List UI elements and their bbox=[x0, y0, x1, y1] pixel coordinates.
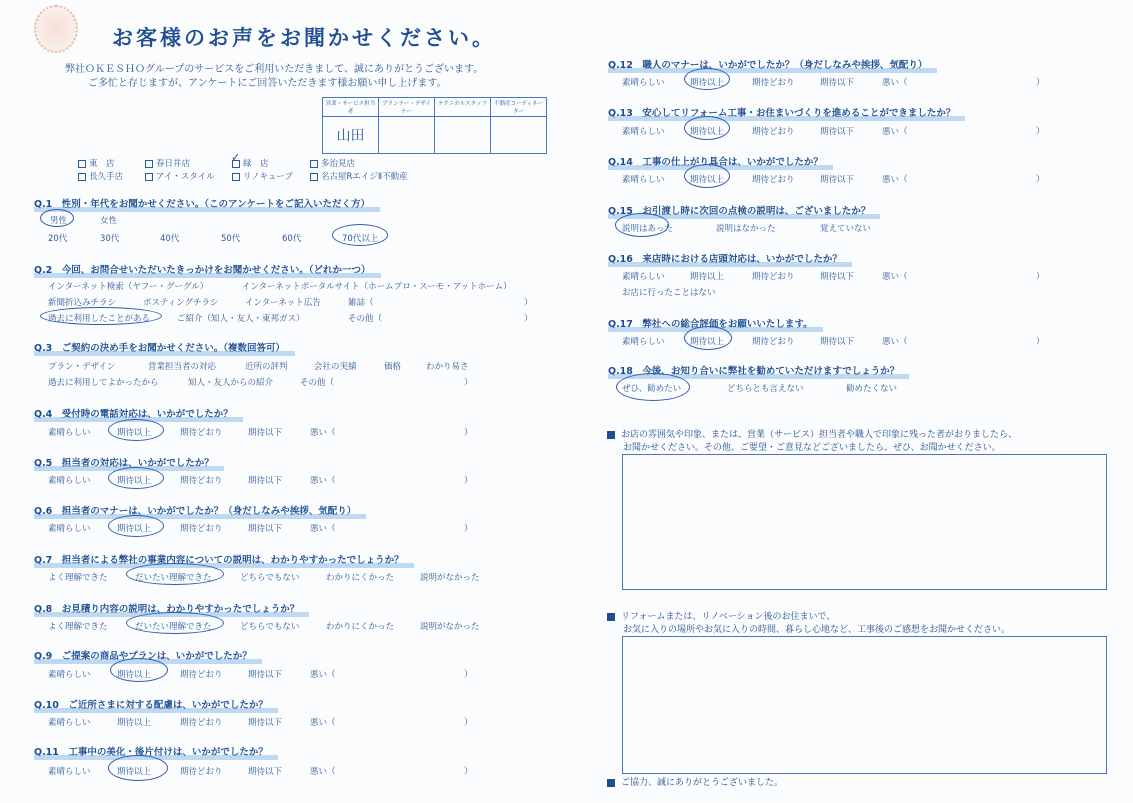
answer-circle bbox=[40, 209, 74, 227]
store-nagakute[interactable]: 長久手店 bbox=[78, 170, 123, 182]
intro-line-1: 弊社ＯＫＥＳＨＯグループのサービスをご利用いただきまして、誠にありがとうございます。 bbox=[65, 64, 484, 75]
staff-header-realestate: 不動産コーディネーター bbox=[491, 98, 547, 117]
checkbox-icon bbox=[310, 173, 318, 181]
option-q6-bad-close: ） bbox=[464, 524, 473, 534]
answer-circle bbox=[108, 419, 164, 441]
question-18: Q.18 今後、お知り合いに弊社を勧めていただけますでしょうか？ bbox=[608, 363, 899, 377]
option-q16-above[interactable]: 期待以上 bbox=[690, 272, 725, 282]
option-q9-bad[interactable]: 悪い（ bbox=[310, 670, 336, 680]
question-3: Q.3 ご契約の決め手をお聞かせください。（複数回答可） bbox=[34, 340, 285, 354]
option-q7-none[interactable]: 説明がなかった bbox=[420, 573, 480, 583]
option-q13-above[interactable]: 期待以上 bbox=[690, 127, 725, 137]
option-q4-bad[interactable]: 悪い（ bbox=[310, 428, 336, 438]
option-q7-understood[interactable]: よく理解できた bbox=[48, 573, 108, 583]
option-q12-excellent[interactable]: 素晴らしい bbox=[622, 78, 665, 88]
option-q10-above[interactable]: 期待以上 bbox=[117, 718, 152, 728]
staff-header-sales: 営業・サービス担当者 bbox=[323, 98, 379, 117]
option-q17-excellent[interactable]: 素晴らしい bbox=[622, 337, 665, 347]
question-6: Q.6 担当者のマナーは、いかがでしたか？（身だしなみや挨拶、気配り） bbox=[34, 503, 356, 517]
option-q6-bad[interactable]: 悪い（ bbox=[310, 524, 336, 534]
option-q5-bad-close: ） bbox=[464, 476, 473, 486]
option-q2-magazine-close: ） bbox=[524, 298, 533, 308]
answer-circle bbox=[126, 563, 224, 585]
option-q4-below[interactable]: 期待以下 bbox=[248, 428, 283, 438]
checkbox-icon bbox=[232, 173, 240, 181]
option-q3-other[interactable]: その他（ bbox=[300, 378, 335, 388]
question-13: Q.13 安心してリフォーム工事・お住まいづくりを進めることができましたか？ bbox=[608, 105, 955, 119]
staff-value-realestate[interactable] bbox=[491, 117, 547, 154]
option-q9-expected[interactable]: 期待どおり bbox=[180, 670, 223, 680]
comment-2-label-line-2: お気に入りの場所やお気に入りの時間、暮らし心地など、工事後のご感想をお聞かせください。 bbox=[623, 625, 1011, 635]
question-4: Q.4 受付時の電話対応は、いかがでしたか？ bbox=[34, 406, 233, 420]
option-q4-bad-close: ） bbox=[464, 428, 473, 438]
option-q5-below[interactable]: 期待以下 bbox=[248, 476, 283, 486]
question-5: Q.5 担当者の対応は、いかがでしたか？ bbox=[34, 455, 214, 469]
checkbox-icon bbox=[310, 160, 318, 168]
intro-line-2: ご多忙と存じますが、アンケートにご回答いただきます様お願い申し上げます。 bbox=[88, 78, 447, 89]
option-q9-below[interactable]: 期待以下 bbox=[248, 670, 283, 680]
option-q6-excellent[interactable]: 素晴らしい bbox=[48, 524, 91, 534]
staff-value-sales[interactable]: 山田 bbox=[323, 117, 379, 154]
option-q3-reputation[interactable]: 近所の評判 bbox=[245, 362, 288, 372]
option-q8-unclear[interactable]: わかりにくかった bbox=[326, 622, 395, 632]
option-q2-other[interactable]: その他（ bbox=[348, 314, 383, 324]
option-q5-above[interactable]: 期待以上 bbox=[117, 476, 152, 486]
option-q6-below[interactable]: 期待以下 bbox=[248, 524, 283, 534]
staff-value-technical[interactable] bbox=[435, 117, 491, 154]
store-tajimi[interactable]: 多治見店 bbox=[310, 157, 355, 169]
option-age-40s[interactable]: 40代 bbox=[160, 234, 180, 244]
option-q16-bad[interactable]: 悪い（ bbox=[882, 272, 908, 282]
answer-circle bbox=[40, 307, 162, 325]
option-q10-bad-close: ） bbox=[464, 718, 473, 728]
answer-circle bbox=[108, 755, 168, 781]
option-q10-below[interactable]: 期待以下 bbox=[248, 718, 283, 728]
option-q9-excellent[interactable]: 素晴らしい bbox=[48, 670, 91, 680]
option-q2-referral[interactable]: ご紹介（知人・友人・東邦ガス） bbox=[177, 314, 305, 324]
option-q11-bad-close: ） bbox=[464, 767, 473, 777]
option-q17-above[interactable]: 期待以上 bbox=[690, 337, 725, 347]
answer-circle bbox=[108, 467, 164, 489]
option-q3-clarity[interactable]: わかり易さ bbox=[426, 362, 469, 372]
option-q15-not-explained[interactable]: 説明はなかった bbox=[716, 224, 776, 234]
checkbox-icon bbox=[78, 160, 86, 168]
option-age-20s[interactable]: 20代 bbox=[48, 234, 68, 244]
option-q16-below[interactable]: 期待以下 bbox=[820, 272, 855, 282]
option-q2-magazine[interactable]: 雑誌（ bbox=[348, 298, 374, 308]
option-q13-bad[interactable]: 悪い（ bbox=[882, 127, 908, 137]
option-q15-explained[interactable]: 説明はあった bbox=[622, 224, 673, 234]
option-q11-below[interactable]: 期待以下 bbox=[248, 767, 283, 777]
option-q3-plan-design[interactable]: プラン・デザイン bbox=[48, 362, 116, 372]
store-midori[interactable]: 緑 店 bbox=[232, 157, 269, 169]
option-q12-above[interactable]: 期待以上 bbox=[690, 78, 725, 88]
checkbox-icon bbox=[145, 173, 153, 181]
option-age-60s[interactable]: 60代 bbox=[282, 234, 302, 244]
option-q2-other-close: ） bbox=[524, 314, 533, 324]
comment-1-textarea[interactable] bbox=[622, 454, 1107, 590]
option-q5-excellent[interactable]: 素晴らしい bbox=[48, 476, 91, 486]
option-q14-above[interactable]: 期待以上 bbox=[690, 175, 725, 185]
option-q14-expected[interactable]: 期待どおり bbox=[752, 175, 795, 185]
option-q15-dont-remember[interactable]: 覚えていない bbox=[820, 224, 872, 234]
option-q2-internet-search[interactable]: インターネット検索（ヤフー・グーグル） bbox=[48, 282, 209, 292]
question-10: Q.10 ご近所さまに対する配慮は、いかがでしたか？ bbox=[34, 697, 268, 711]
option-q18-neutral[interactable]: どちらとも言えない bbox=[727, 384, 804, 394]
option-q8-mostly[interactable]: だいたい理解できた bbox=[135, 622, 212, 632]
option-q8-none[interactable]: 説明がなかった bbox=[420, 622, 480, 632]
answer-circle bbox=[616, 373, 690, 401]
option-q17-bad[interactable]: 悪い（ bbox=[882, 337, 908, 347]
comment-2-label-line-1: リフォームまたは、リノベーション後のお住まいで、 bbox=[607, 609, 835, 622]
store-kasugai[interactable]: 春日井店 bbox=[145, 157, 190, 169]
store-renocube[interactable]: リノキューブ bbox=[232, 170, 293, 182]
option-q11-above[interactable]: 期待以上 bbox=[117, 767, 152, 777]
option-q14-excellent[interactable]: 素晴らしい bbox=[622, 175, 665, 185]
option-q2-used-before[interactable]: 過去に利用したことがある bbox=[48, 314, 151, 324]
answer-circle bbox=[110, 658, 168, 682]
answer-circle bbox=[615, 213, 669, 237]
option-age-30s[interactable]: 30代 bbox=[100, 234, 120, 244]
question-2: Q.2 今回、お問合せいただいたきっかけをお聞かせください。（どれか一つ） bbox=[34, 262, 371, 276]
option-q16-expected[interactable]: 期待どおり bbox=[752, 272, 795, 282]
option-q10-bad[interactable]: 悪い（ bbox=[310, 718, 336, 728]
option-q4-excellent[interactable]: 素晴らしい bbox=[48, 428, 91, 438]
option-q11-excellent[interactable]: 素晴らしい bbox=[48, 767, 91, 777]
answer-circle bbox=[684, 326, 732, 350]
option-q13-below[interactable]: 期待以下 bbox=[820, 127, 855, 137]
option-q13-excellent[interactable]: 素晴らしい bbox=[622, 127, 665, 137]
option-gender-male[interactable]: 男性 bbox=[50, 216, 68, 226]
staff-table bbox=[322, 97, 547, 154]
option-q11-bad[interactable]: 悪い（ bbox=[310, 767, 336, 777]
option-q17-below[interactable]: 期待以下 bbox=[820, 337, 855, 347]
answer-circle bbox=[126, 612, 224, 634]
option-gender-female[interactable]: 女性 bbox=[100, 216, 118, 226]
option-q9-bad-close: ） bbox=[464, 670, 473, 680]
option-q16-bad-close: ） bbox=[1036, 272, 1045, 282]
option-q11-expected[interactable]: 期待どおり bbox=[180, 767, 223, 777]
question-14: Q.14 工事の仕上がり具合は、いかがでしたか？ bbox=[608, 154, 823, 168]
check-mark-icon: ✓ bbox=[231, 151, 241, 164]
question-9: Q.9 ご提案の商品やプランは、いかがでしたか？ bbox=[34, 648, 252, 662]
option-q13-expected[interactable]: 期待どおり bbox=[752, 127, 795, 137]
option-q18-recommend[interactable]: ぜひ、勧めたい bbox=[622, 384, 682, 394]
checkbox-icon bbox=[78, 173, 86, 181]
answer-circle bbox=[684, 116, 730, 140]
question-16: Q.16 来店時における店頭対応は、いかがでしたか？ bbox=[608, 251, 842, 265]
store-higashi[interactable]: 東 店 bbox=[78, 157, 115, 169]
option-q2-portal-site[interactable]: インターネットポータルサイト（ホームプロ・スーモ・アットホーム） bbox=[242, 282, 512, 292]
option-q3-price[interactable]: 価格 bbox=[384, 362, 402, 372]
option-q4-above[interactable]: 期待以上 bbox=[117, 428, 152, 438]
answer-circle bbox=[332, 224, 388, 246]
option-q17-bad-close: ） bbox=[1036, 337, 1045, 347]
option-q5-expected[interactable]: 期待どおり bbox=[180, 476, 223, 486]
option-q12-bad[interactable]: 悪い（ bbox=[882, 78, 908, 88]
option-q16-never-visited[interactable]: お店に行ったことはない bbox=[622, 288, 716, 298]
option-q13-bad-close: ） bbox=[1036, 127, 1045, 137]
question-17: Q.17 弊社への総合評価をお願いいたします。 bbox=[608, 316, 813, 330]
option-q2-posting-flyer[interactable]: ポスティングチラシ bbox=[143, 298, 219, 308]
question-11: Q.11 工事中の美化・後片付けは、いかがでしたか？ bbox=[34, 744, 268, 758]
staff-header-technical: テクニカルスタッフ bbox=[435, 98, 491, 117]
option-q18-not-recommend[interactable]: 勧めたくない bbox=[846, 384, 898, 394]
page-title: お客様のお声をお聞かせください。 bbox=[112, 26, 496, 50]
option-q3-used-before[interactable]: 過去に利用してよかったから bbox=[48, 378, 159, 388]
option-q12-expected[interactable]: 期待どおり bbox=[752, 78, 795, 88]
company-stamp bbox=[34, 5, 78, 53]
comment-1-label-line-2: お聞かせください。その他、ご要望・ご意見などございましたら、ぜひ、お聞かせください。 bbox=[623, 443, 1001, 453]
option-q8-neither[interactable]: どちらでもない bbox=[240, 622, 300, 632]
staff-value-planner[interactable] bbox=[379, 117, 435, 154]
answer-circle bbox=[684, 68, 730, 90]
staff-header-planner: プランナー・デザイナー bbox=[379, 98, 435, 117]
option-q14-bad-close: ） bbox=[1036, 175, 1045, 185]
option-q3-sales-staff[interactable]: 営業担当者の対応 bbox=[148, 362, 217, 372]
option-q2-internet-ad[interactable]: インターネット広告 bbox=[245, 298, 321, 308]
option-q16-excellent[interactable]: 素晴らしい bbox=[622, 272, 665, 282]
option-q5-bad[interactable]: 悪い（ bbox=[310, 476, 336, 486]
answer-circle bbox=[684, 164, 730, 188]
comment-2-textarea[interactable] bbox=[622, 636, 1107, 774]
option-q6-expected[interactable]: 期待どおり bbox=[180, 524, 223, 534]
option-q4-expected[interactable]: 期待どおり bbox=[180, 428, 223, 438]
question-1: Q.1 性別・年代をお聞かせください。（このアンケートをご記入いただく方） bbox=[34, 196, 370, 210]
option-age-70plus[interactable]: 70代以上 bbox=[342, 234, 379, 244]
option-q10-expected[interactable]: 期待どおり bbox=[180, 718, 223, 728]
square-bullet-icon bbox=[607, 779, 615, 787]
option-q7-unclear[interactable]: わかりにくかった bbox=[326, 573, 395, 583]
store-nagoya-rage[interactable]: 名古屋RエイジⅡ不動産 bbox=[310, 170, 408, 182]
option-q8-understood[interactable]: よく理解できた bbox=[48, 622, 108, 632]
question-8: Q.8 お見積り内容の説明は、わかりやすかったでしょうか？ bbox=[34, 601, 299, 615]
option-q17-expected[interactable]: 期待どおり bbox=[752, 337, 795, 347]
option-age-50s[interactable]: 50代 bbox=[221, 234, 241, 244]
option-q6-above[interactable]: 期待以上 bbox=[117, 524, 152, 534]
store-istyle[interactable]: アイ・スタイル bbox=[145, 170, 215, 182]
option-q2-newspaper-flyer[interactable]: 新聞折込みチラシ bbox=[48, 298, 117, 308]
question-7: Q.7 担当者による弊社の事業内容についての説明は、わかりやすかったでしょうか？ bbox=[34, 552, 404, 566]
question-12: Q.12 職人のマナーは、いかがでしたか？（身だしなみや挨拶、気配り） bbox=[608, 57, 927, 71]
square-bullet-icon bbox=[607, 431, 615, 439]
option-q12-below[interactable]: 期待以下 bbox=[820, 78, 855, 88]
checkbox-icon bbox=[145, 160, 153, 168]
option-q7-neither[interactable]: どちらでもない bbox=[240, 573, 300, 583]
option-q9-above[interactable]: 期待以上 bbox=[117, 670, 152, 680]
option-q3-referral[interactable]: 知人・友人からの紹介 bbox=[188, 378, 274, 388]
square-bullet-icon bbox=[607, 613, 615, 621]
option-q14-below[interactable]: 期待以下 bbox=[820, 175, 855, 185]
comment-1-label-line-1: お店の雰囲気や印象、または、営業（サービス）担当者や職人で印象に残った者がおりましたら、 bbox=[607, 427, 1017, 440]
answer-circle bbox=[108, 515, 164, 537]
option-q3-other-close: ） bbox=[464, 378, 473, 388]
option-q3-track-record[interactable]: 会社の実績 bbox=[314, 362, 357, 372]
option-q7-mostly[interactable]: だいたい理解できた bbox=[135, 573, 212, 583]
option-q12-bad-close: ） bbox=[1036, 78, 1045, 88]
thanks-note: ご協力、誠にありがとうございました。 bbox=[607, 775, 783, 788]
option-q10-excellent[interactable]: 素晴らしい bbox=[48, 718, 91, 728]
question-15: Q.15 お引渡し時に次回の点検の説明は、ございましたか？ bbox=[608, 203, 870, 217]
option-q14-bad[interactable]: 悪い（ bbox=[882, 175, 908, 185]
